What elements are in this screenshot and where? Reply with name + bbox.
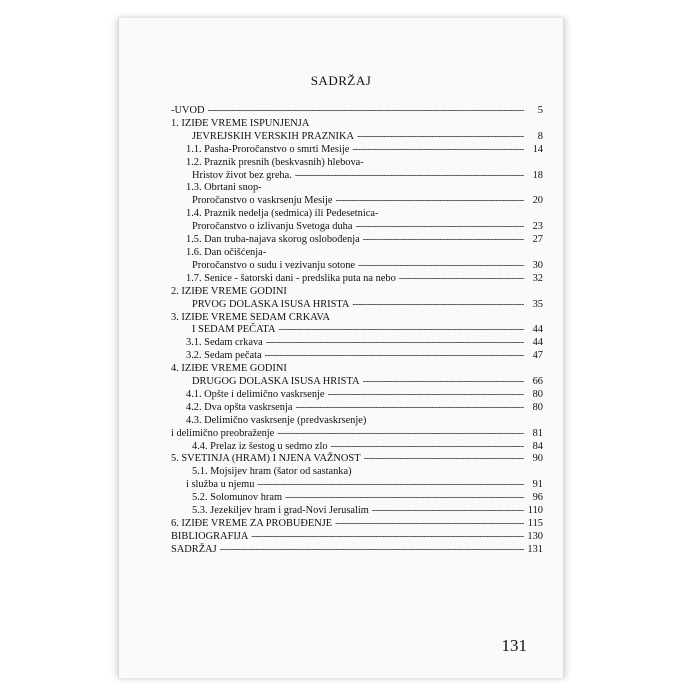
toc-entry <box>171 337 543 350</box>
toc-entry <box>171 389 543 402</box>
toc-entry <box>171 441 543 454</box>
toc-entry-title: 4.1. Opšte i delimično vaskrsenje <box>186 388 325 400</box>
toc-page-number: 44 <box>532 324 543 336</box>
toc-entry <box>171 247 543 260</box>
toc-page-number: 115 <box>527 518 543 529</box>
toc-entry-title: 1.6. Dan očišćenja- <box>186 246 267 258</box>
toc-entry <box>171 286 543 299</box>
toc-entry-title: 2. IZIĐE VREME GODINI <box>171 285 287 297</box>
toc-leader <box>352 144 524 157</box>
toc-entry <box>171 221 543 234</box>
toc-leader <box>335 518 524 531</box>
toc-leader <box>295 402 524 415</box>
toc-entry <box>171 144 543 157</box>
toc-page-number: 110 <box>527 505 543 517</box>
toc-leader <box>251 531 524 544</box>
toc-leader <box>328 389 524 402</box>
toc-entry-title: Hristov život bez greha. <box>192 169 292 181</box>
toc-entry-title: I SEDAM PEČATA <box>192 324 276 336</box>
toc-page-number: 80 <box>532 401 543 413</box>
toc-page-number: 8 <box>537 130 543 142</box>
toc-page-number: 23 <box>532 221 543 233</box>
toc-entry-title: 1.7. Senice - šatorski dani - predslika puta na nebo <box>186 272 396 284</box>
toc-page-number: 14 <box>532 143 543 155</box>
toc-entry <box>171 428 543 441</box>
toc-entry <box>171 402 543 415</box>
toc-leader <box>220 544 524 557</box>
toc-leader <box>207 105 524 118</box>
toc-leader <box>357 131 524 144</box>
toc-entry <box>171 208 543 221</box>
toc-entry-title: 1.1. Pasha-Proročanstvo o smrti Mesije <box>186 143 350 155</box>
toc-entry-title: 4.4. Prelaz iz šestog u sedmo zlo <box>192 440 328 452</box>
toc-leader <box>363 234 524 247</box>
toc-page-number: 35 <box>532 298 543 310</box>
toc-entry-title: 5. SVETINJA (HRAM) I NJENA VAŽNOST <box>171 453 361 465</box>
toc-entry <box>171 415 543 428</box>
toc-entry-title: -UVOD <box>171 105 205 116</box>
toc-entry-title: 5.2. Solomunov hram <box>192 492 283 504</box>
toc-entry-title: Proročanstvo o izlivanju Svetoga duha <box>192 221 353 233</box>
toc-entry <box>171 170 543 183</box>
toc-leader <box>399 273 524 286</box>
toc-entry-title: SADRŽAJ <box>171 543 217 555</box>
toc-leader <box>257 479 524 492</box>
toc-entry <box>171 363 543 376</box>
toc-page-number: 5 <box>537 105 543 116</box>
toc-page-number: 20 <box>532 195 543 207</box>
toc-entry-title: 1.2. Praznik presnih (beskvasnih) hlebova- <box>186 156 364 168</box>
toc-entry-title: 1.3. Obrtani snop- <box>186 182 262 194</box>
toc-entry <box>171 492 543 505</box>
toc-entry <box>171 182 543 195</box>
toc-entry <box>171 195 543 208</box>
toc-page-number: 27 <box>532 234 543 246</box>
toc-entry-title: 1.4. Praznik nedelja (sedmica) ili Pedesetnica- <box>186 208 379 220</box>
page-number: 131 <box>501 636 527 655</box>
toc-entry <box>171 531 543 544</box>
toc-entry <box>171 466 543 479</box>
toc-entry-title: 3.1. Sedam crkava <box>186 337 263 349</box>
toc-leader <box>266 337 524 350</box>
toc-entry-title: 6. IZIĐE VREME ZA PROBUĐENJE <box>171 518 333 529</box>
toc-entry-title: 4.2. Dva opšta vaskrsenja <box>186 401 293 413</box>
toc-entry-title: 5.1. Mojsijev hram (šator od sastanka) <box>192 466 352 478</box>
toc-entry <box>171 544 543 557</box>
toc-entry-title: PRVOG DOLASKA ISUSA HRISTA <box>192 298 350 310</box>
toc-leader <box>352 299 524 312</box>
toc-entry-title: 4.3. Delimično vaskrsenje (predvaskrsenje) <box>186 414 367 426</box>
page-title: SADRŽAJ <box>310 73 372 88</box>
book-page <box>118 18 564 678</box>
toc-leader <box>362 376 524 389</box>
toc-leader <box>355 221 524 234</box>
toc-entry-title: i delimično preobraženje <box>171 427 275 439</box>
toc-leader <box>278 324 524 337</box>
toc-page-number: 91 <box>532 479 543 491</box>
toc-entry-title: JEVREJSKIH VERSKIH PRAZNIKA <box>192 130 355 142</box>
toc-entry <box>171 234 543 247</box>
toc-entry <box>171 453 543 466</box>
toc-entry <box>171 479 543 492</box>
toc-page-number: 66 <box>532 376 543 388</box>
toc-page-number: 90 <box>532 453 543 465</box>
toc-leader <box>285 492 524 505</box>
toc-entry-title: 3.2. Sedam pečata <box>186 350 262 362</box>
toc-leader <box>364 453 524 466</box>
toc-page-number: 44 <box>532 337 543 349</box>
table-of-contents <box>171 105 543 557</box>
toc-page-number: 96 <box>532 492 543 504</box>
toc-page-number: 84 <box>532 440 543 452</box>
toc-leader <box>265 350 524 363</box>
toc-entry <box>171 312 543 325</box>
toc-leader <box>295 170 524 183</box>
toc-leader <box>336 195 524 208</box>
toc-page-number: 47 <box>532 350 543 362</box>
toc-entry-title: Proročanstvo o sudu i vezivanju sotone <box>192 259 356 271</box>
toc-entry-title: 1. IZIĐE VREME ISPUNJENJA <box>171 117 310 129</box>
toc-entry <box>171 157 543 170</box>
toc-leader <box>277 428 524 441</box>
toc-entry-title: BIBLIOGRAFIJA <box>171 530 249 542</box>
toc-page-number: 80 <box>532 388 543 400</box>
toc-entry <box>171 376 543 389</box>
toc-entry <box>171 131 543 144</box>
toc-entry-title: 4. IZIĐE VREME GODINI <box>171 363 287 375</box>
toc-page-number: 130 <box>527 530 543 542</box>
toc-page-number: 18 <box>532 169 543 181</box>
toc-leader <box>358 260 524 273</box>
toc-page-number: 30 <box>532 259 543 271</box>
toc-page-number: 32 <box>532 272 543 284</box>
toc-entry <box>171 273 543 286</box>
toc-entry <box>171 518 543 531</box>
toc-entry-title: 5.3. Jezekiljev hram i grad-Novi Jerusalim <box>192 505 369 517</box>
toc-entry <box>171 299 543 312</box>
toc-entry <box>171 324 543 337</box>
toc-entry <box>171 105 543 118</box>
toc-entry-title: 3. IZIĐE VREME SEDAM CRKAVA <box>171 311 331 323</box>
toc-entry <box>171 350 543 363</box>
toc-entry-title: Proročanstvo o vaskrsenju Mesije <box>192 195 333 207</box>
toc-leader <box>331 441 524 454</box>
toc-entry <box>171 118 543 131</box>
toc-page-number: 131 <box>527 543 543 555</box>
toc-page-number: 81 <box>532 427 543 439</box>
toc-entry-title: 1.5. Dan truba-najava skorog oslobođenja <box>186 234 360 246</box>
toc-leader <box>372 505 524 518</box>
toc-entry-title: DRUGOG DOLASKA ISUSA HRISTA <box>192 376 360 388</box>
toc-entry <box>171 505 543 518</box>
toc-entry-title: i služba u njemu <box>186 479 255 491</box>
toc-entry <box>171 260 543 273</box>
